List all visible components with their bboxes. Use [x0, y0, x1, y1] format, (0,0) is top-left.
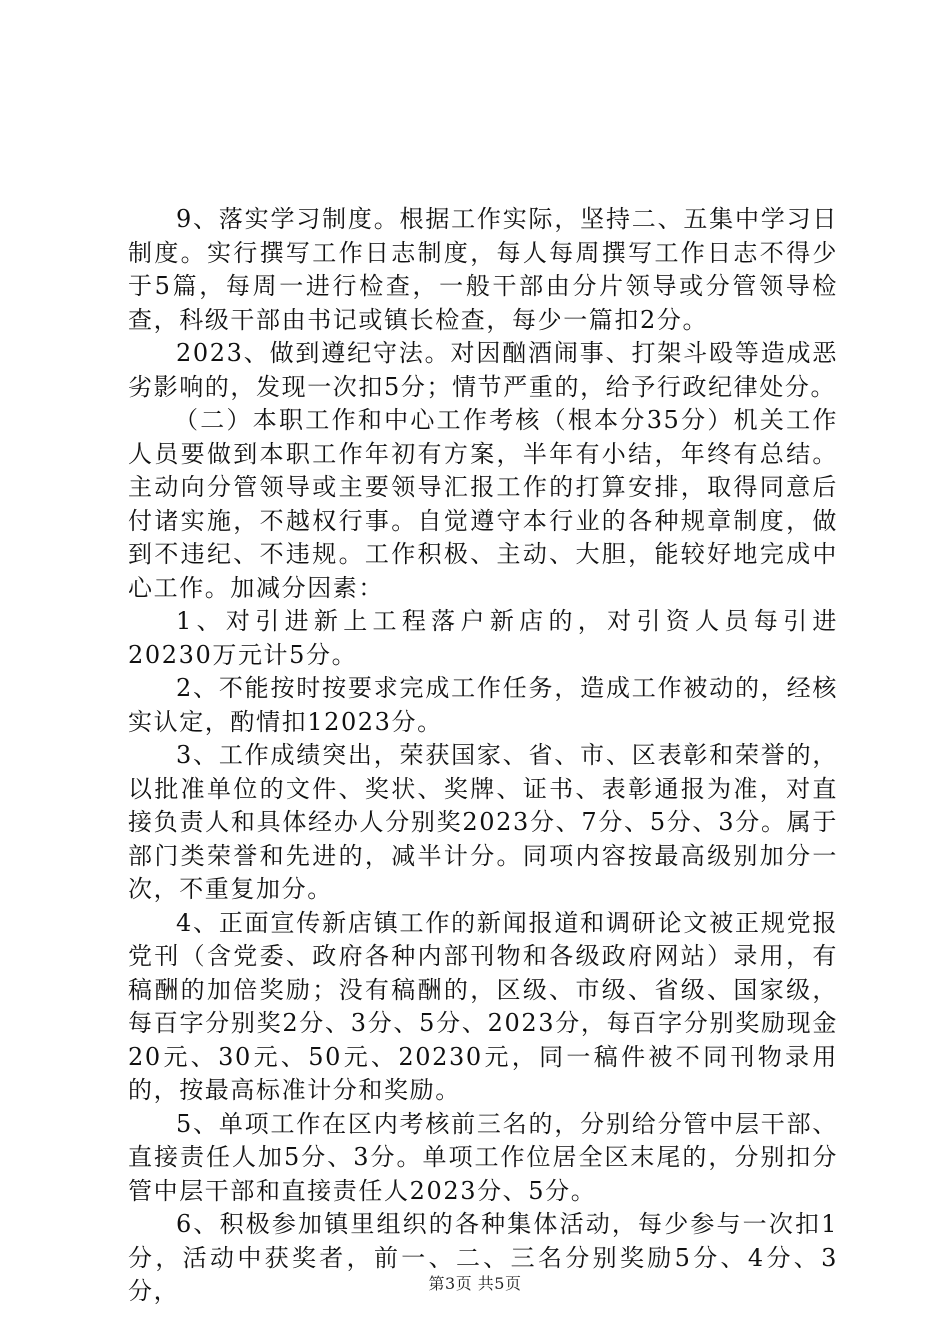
page-footer: 第3页 共5页 — [428, 1274, 522, 1293]
paragraph-item-6: 6、积极参加镇里组织的各种集体活动，每少参与一次扣1分，活动中获奖者，前一、二、三名分别奖励5分、4分、3分， — [128, 1210, 838, 1305]
paragraph-item-4: 4、正面宣传新店镇工作的新闻报道和调研论文被正规党报党刊（含党委、政府各种内部刊物和各级政府网站）录用，有稿酬的加倍奖励；没有稿酬的，区级、市级、省级、国家级，每百字分别奖2分、3分、5分、2023分，每百字分别奖励现金20元、30元、50元、20230元，同一稿件被不同刊物录用的，按最高标准计分和奖励。 — [128, 908, 838, 1104]
paragraph-item-3: 3、工作成绩突出，荣获国家、省、市、区表彰和荣誉的，以批准单位的文件、奖状、奖牌、证书、表彰通报为准，对直接负责人和具体经办人分别奖2023分、7分、5分、3分。属于部门类荣誉和先进的，减半计分。同项内容按最高级别加分一次，不重复加分。 — [128, 741, 838, 903]
paragraph-section-two: （二）本职工作和中心工作考核（根本分35分）机关工作人员要做到本职工作年初有方案，半年有小结，年终有总结。主动向分管领导或主要领导汇报工作的打算安排，取得同意后付诸实施，不越权行事。自觉遵守本行业的各种规章制度，做到不违纪、不违规。工作积极、主动、大胆，能较好地完成中心工作。加减分因素： — [128, 406, 838, 602]
paragraph-law-abiding: 2023、做到遵纪守法。对因酗酒闹事、打架斗殴等造成恶劣影响的，发现一次扣5分；情节严重的，给予行政纪律处分。 — [128, 339, 838, 401]
paragraph-study-system: 9、落实学习制度。根据工作实际，坚持二、五集中学习日制度。实行撰写工作日志制度，每人每周撰写工作日志不得少于5篇，每周一进行检查，一般干部由分片领导或分管领导检查，科级干部由书记或镇长检查，每少一篇扣2分。 — [128, 205, 838, 334]
paragraph-item-1: 1、对引进新上工程落户新店的，对引资人员每引进20230万元计5分。 — [128, 607, 838, 669]
paragraph-item-5: 5、单项工作在区内考核前三名的，分别给分管中层干部、直接责任人加5分、3分。单项工作位居全区末尾的，分别扣分管中层干部和直接责任人2023分、5分。 — [128, 1109, 838, 1205]
document-body — [128, 203, 838, 1309]
paragraph-item-2: 2、不能按时按要求完成工作任务，造成工作被动的，经核实认定，酌情扣12023分。 — [128, 674, 838, 736]
